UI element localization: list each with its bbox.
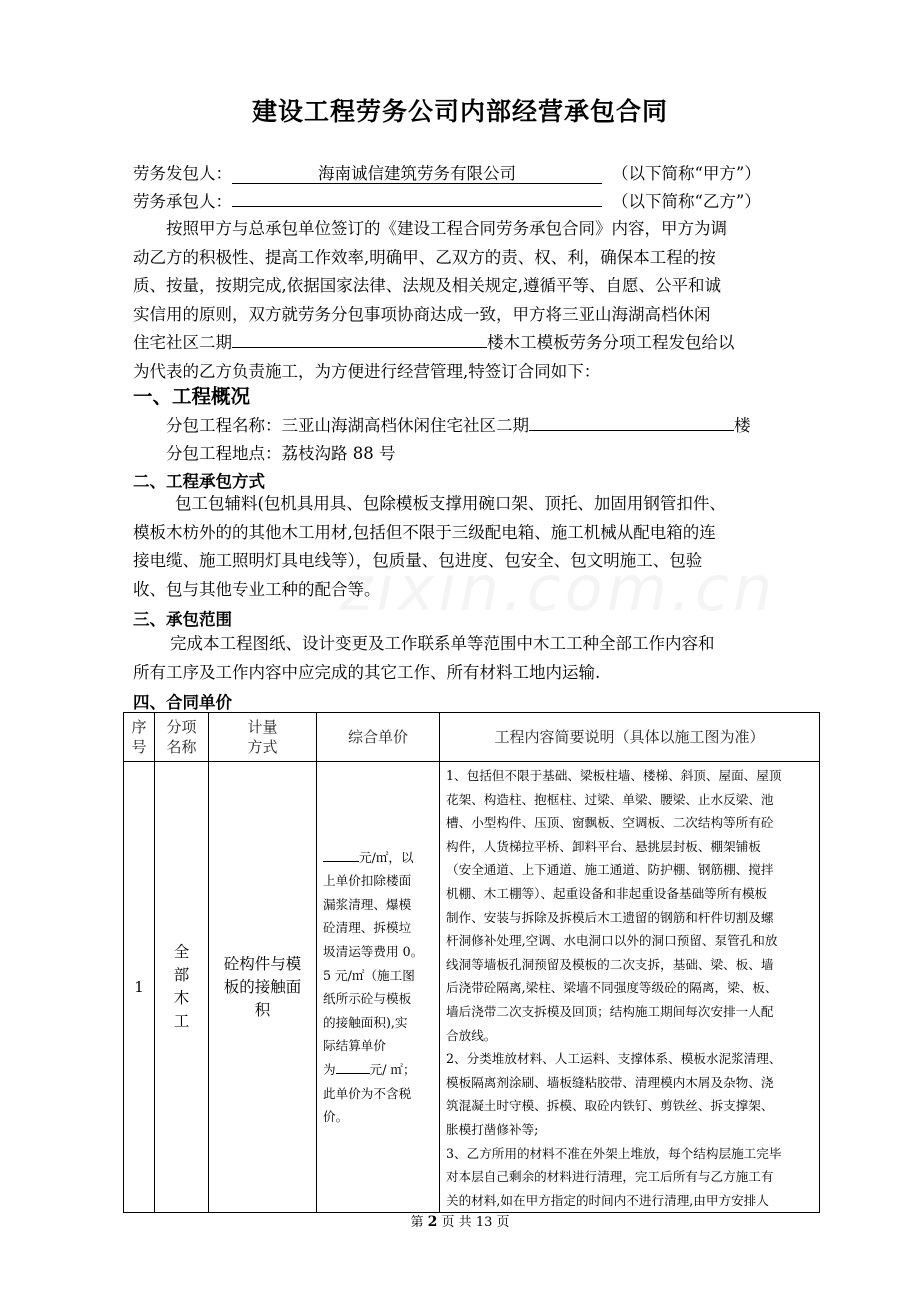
- section-3-line: 完成本工程图纸、设计变更及工作联系单等范围中木工工种全部工作内容和: [170, 634, 715, 653]
- page-footer: 第 2 页 共 13 页: [410, 1214, 510, 1230]
- row-no: 1: [124, 762, 155, 1213]
- table-row: [124, 762, 820, 1213]
- intro-line: 质、按量，按期完成,依据国家法律、法规及相关规定,遵循平等、自愿、公平和诚: [133, 276, 721, 296]
- section-3-paragraph: [133, 630, 793, 687]
- contractor-name-blank: [232, 206, 602, 207]
- page-number: 2: [427, 1214, 438, 1230]
- section-2-heading: 二、工程承包方式: [133, 472, 265, 491]
- intro-line: [133, 329, 793, 358]
- row-item: 全 部 木 工: [155, 762, 209, 1213]
- employer-label: 劳务发包人：: [133, 164, 232, 183]
- row-unit: 砼构件与模 板的接触面 积: [209, 762, 317, 1213]
- section-2-line: 收、包与其他专业工种的配合等。: [133, 579, 381, 599]
- section-2-line: 接电缆、施工照明灯具电线等），包质量、包进度、包安全、包文明施工、包验: [133, 551, 703, 571]
- building-blank: [232, 347, 487, 348]
- price-blank: [323, 861, 359, 862]
- employer-abbr: （以下简称“甲方”）: [612, 164, 761, 183]
- project-name-suffix: 楼: [734, 416, 751, 435]
- section-3-line: 所有工序及工作内容中应完成的其它工作、所有材料工地内运输.: [133, 662, 601, 682]
- project-name-label: 分包工程名称：三亚山海湖高档休闲住宅社区二期: [166, 416, 529, 435]
- page-total: 13: [475, 1215, 493, 1230]
- employer-name: 海南诚信建筑劳务有限公司: [232, 165, 602, 184]
- header-desc: 工程内容简要说明（具体以施工图为准）: [440, 713, 820, 762]
- project-building-blank: [529, 430, 734, 431]
- contractor-label: 劳务承包人：: [133, 192, 232, 211]
- intro-line: 为代表的乙方负责施工，为方便进行经营管理,特签订合同如下：: [133, 361, 601, 381]
- intro-line: 动乙方的积极性、提高工作效率,明确甲、乙双方的责、权、利，确保本工程的按: [133, 247, 716, 267]
- header-price: 综合单价: [317, 713, 440, 762]
- section-2-line: 包工包辅料(包机具用具、包除模板支撑用碗口架、顶托、加固用钢管扣件、: [175, 494, 726, 513]
- document-title: 建设工程劳务公司内部经营承包合同: [251, 97, 668, 126]
- intro-scope: 楼木工模板劳务分项工程发包给以: [487, 333, 735, 353]
- contractor-abbr: （以下简称“乙方”）: [612, 192, 761, 211]
- header-unit: 计量 方式: [209, 713, 317, 762]
- header-item: 分项 名称: [155, 713, 209, 762]
- section-4-heading: 四、合同单价: [133, 693, 232, 712]
- intro-paragraph: [133, 215, 793, 387]
- project-name-line: [166, 412, 751, 436]
- section-3-heading: 三、承包范围: [133, 610, 232, 629]
- section-2-paragraph: [133, 490, 793, 604]
- intro-line: 按照甲方与总承包单位签订的《建设工程合同劳务承包合同》内容，甲方为调: [166, 219, 727, 238]
- header-no: 序 号: [124, 713, 155, 762]
- section-1-heading: 一、工程概况: [133, 385, 251, 408]
- section-2-line: 模板木枋外的的其他木工用材,包括但不限于三级配电箱、施工机械从配电箱的连: [133, 522, 716, 542]
- row-desc: 1、包括但不限于基础、梁板柱墙、楼梯、斜顶、屋面、屋顶 花架、构造柱、抱框柱、过梁、单梁、腰梁、止水反梁、池 槽、小型构件、压顶、窗飘板、空调板、二次结构等所有砼 构件，人货梯拉平桥、卸料平台、悬挑层封板、棚架铺板 （安全通道、上下通道、施工通道、防护棚、钢筋棚、搅拌 机棚、木工棚等）、起重设备和非起重设备基础等所有模板 制作、安装与拆除及拆模后木工遗留的钢筋和杆件切割及螺 杆洞修补处理,空调、水电洞口以外的洞口预留、泵管孔和放 线洞等墙板孔洞预留及模板的二次支拆，基础、梁、板、墙 后浇带砼隔离,梁柱、梁墙不同强度等级砼的隔离，梁、板、 墙后浇带二次支拆模及回顶；结构施工期间每次安排一人配 合放线。 2、分类堆放材料、人工运料、支撑体系、模板水泥浆清理、 模板隔离剂涂刷、墙板缝粘胶带、清理模内木屑及杂物、浇 筑混凝土时守模、拆模、取砼内铁钉、剪铁丝、拆支撑架、 胀模打凿修补等; 3、乙方所用的材料不准在外架上堆放，每个结构层施工完毕 对本层自己剩余的材料进行清理，完工后所有与乙方施工有 关的材料,如在甲方指定的时间内不进行清理,由甲方安排人: [440, 762, 820, 1213]
- table-header-row: [124, 713, 820, 762]
- intro-project: 住宅社区二期: [133, 333, 232, 353]
- contractor-line: [133, 188, 761, 212]
- row-price: 元/㎡，以 上单价扣除楼面 漏浆清理、爆模 砼清理、拆模垃 圾清运等费用 0。 5 元/㎡（施工图 纸所示砼与模板 的接触面积),实 际结算单价 为 元/ ㎡； 此单价为不含税 价。: [317, 762, 440, 1213]
- employer-line: [133, 160, 761, 184]
- project-location: 分包工程地点：荔枝沟路 88 号: [166, 444, 396, 463]
- unit-price-table: [123, 712, 820, 1213]
- intro-line: 实信用的原则，双方就劳务分包事项协商达成一致，甲方将三亚山海湖高档休闲: [133, 304, 711, 324]
- final-price-blank: [336, 1073, 370, 1074]
